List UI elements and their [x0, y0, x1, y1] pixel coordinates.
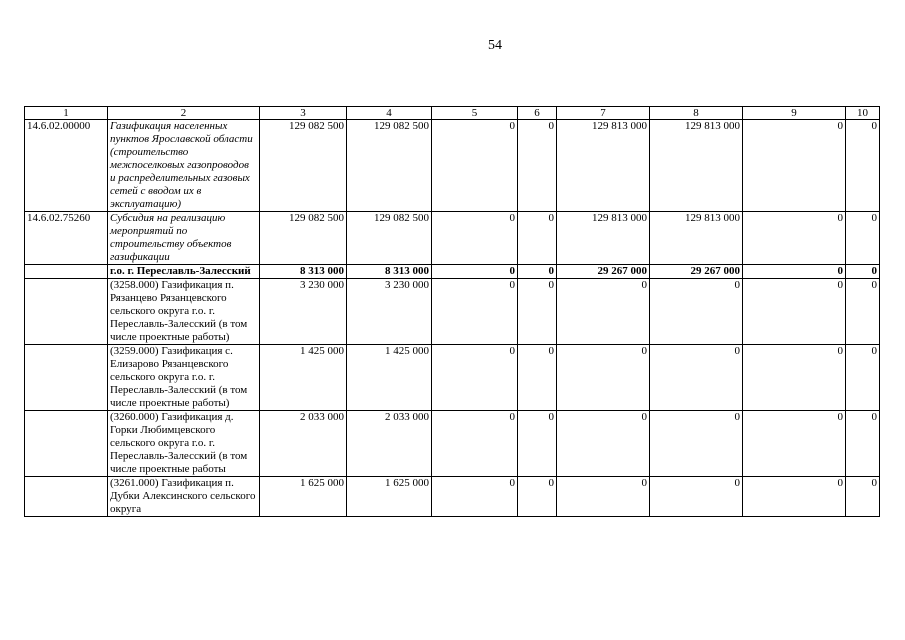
budget-table — [24, 106, 880, 517]
value-cell: 0 — [518, 120, 557, 212]
column-header: 3 — [260, 107, 347, 120]
table-row — [25, 477, 880, 517]
value-cell: 0 — [743, 120, 846, 212]
row-name: (3261.000) Газификация п. Дубки Алексинского сельского округа — [108, 477, 260, 517]
row-name: г.о. г. Переславль-Залесский — [108, 265, 260, 279]
value-cell: 0 — [518, 477, 557, 517]
row-name: (3259.000) Газификация с. Елизарово Рязанцевского сельского округа г.о. г. Переславль-Залесский (в том числе проектные работы) — [108, 345, 260, 411]
column-header: 7 — [557, 107, 650, 120]
value-cell: 29 267 000 — [650, 265, 743, 279]
value-cell: 0 — [432, 212, 518, 265]
value-cell: 129 082 500 — [347, 212, 432, 265]
value-cell: 0 — [432, 265, 518, 279]
value-cell: 0 — [650, 279, 743, 345]
value-cell: 0 — [518, 265, 557, 279]
row-name: (3260.000) Газификация д. Горки Любимцевского сельского округа г.о. г. Переславль-Залесский (в том числе проектные работы — [108, 411, 260, 477]
column-header: 5 — [432, 107, 518, 120]
value-cell: 2 033 000 — [347, 411, 432, 477]
value-cell: 0 — [557, 477, 650, 517]
value-cell: 0 — [650, 345, 743, 411]
value-cell: 1 425 000 — [347, 345, 432, 411]
value-cell: 0 — [846, 477, 880, 517]
value-cell: 129 813 000 — [650, 212, 743, 265]
value-cell: 0 — [557, 345, 650, 411]
value-cell: 0 — [743, 345, 846, 411]
column-header: 4 — [347, 107, 432, 120]
value-cell: 3 230 000 — [347, 279, 432, 345]
table-row — [25, 120, 880, 212]
value-cell: 0 — [518, 411, 557, 477]
value-cell: 0 — [743, 212, 846, 265]
column-header: 6 — [518, 107, 557, 120]
value-cell: 0 — [518, 279, 557, 345]
value-cell: 1 425 000 — [260, 345, 347, 411]
table-row — [25, 411, 880, 477]
value-cell: 3 230 000 — [260, 279, 347, 345]
value-cell: 129 813 000 — [557, 120, 650, 212]
row-name: (3258.000) Газификация п. Рязанцево Рязанцевского сельского округа г.о. г. Переславль-Залесский (в том числе проектные работы) — [108, 279, 260, 345]
row-name: Субсидия на реализацию мероприятий по строительству объектов газификации — [108, 212, 260, 265]
row-code — [25, 345, 108, 411]
table-row — [25, 212, 880, 265]
row-code — [25, 279, 108, 345]
column-header: 2 — [108, 107, 260, 120]
value-cell: 8 313 000 — [347, 265, 432, 279]
column-header: 1 — [25, 107, 108, 120]
value-cell: 0 — [846, 279, 880, 345]
row-code — [25, 265, 108, 279]
value-cell: 129 082 500 — [260, 120, 347, 212]
value-cell: 129 813 000 — [557, 212, 650, 265]
table-body — [25, 120, 880, 517]
value-cell: 129 813 000 — [650, 120, 743, 212]
value-cell: 1 625 000 — [347, 477, 432, 517]
value-cell: 0 — [432, 477, 518, 517]
row-code — [25, 411, 108, 477]
value-cell: 129 082 500 — [260, 212, 347, 265]
header-row — [25, 107, 880, 120]
value-cell: 0 — [518, 345, 557, 411]
value-cell: 129 082 500 — [347, 120, 432, 212]
value-cell: 2 033 000 — [260, 411, 347, 477]
value-cell: 0 — [743, 477, 846, 517]
column-header: 8 — [650, 107, 743, 120]
value-cell: 0 — [846, 265, 880, 279]
value-cell: 0 — [432, 345, 518, 411]
value-cell: 0 — [518, 212, 557, 265]
value-cell: 0 — [743, 411, 846, 477]
value-cell: 0 — [557, 411, 650, 477]
column-header: 10 — [846, 107, 880, 120]
value-cell: 0 — [846, 411, 880, 477]
value-cell: 0 — [650, 411, 743, 477]
value-cell: 0 — [650, 477, 743, 517]
table-row — [25, 279, 880, 345]
value-cell: 0 — [743, 265, 846, 279]
row-code: 14.6.02.00000 — [25, 120, 108, 212]
value-cell: 0 — [432, 411, 518, 477]
value-cell: 29 267 000 — [557, 265, 650, 279]
value-cell: 0 — [557, 279, 650, 345]
value-cell: 0 — [743, 279, 846, 345]
value-cell: 0 — [432, 279, 518, 345]
table-row — [25, 345, 880, 411]
row-name: Газификация населенных пунктов Ярославской области (строительство межпоселковых газопроводов и распределительных газовых сетей с вводом их в эксплуатацию) — [108, 120, 260, 212]
value-cell: 0 — [432, 120, 518, 212]
value-cell: 0 — [846, 345, 880, 411]
column-header: 9 — [743, 107, 846, 120]
page-number: 54 — [488, 38, 502, 53]
value-cell: 1 625 000 — [260, 477, 347, 517]
value-cell: 8 313 000 — [260, 265, 347, 279]
table-row — [25, 265, 880, 279]
row-code: 14.6.02.75260 — [25, 212, 108, 265]
value-cell: 0 — [846, 212, 880, 265]
row-code — [25, 477, 108, 517]
value-cell: 0 — [846, 120, 880, 212]
